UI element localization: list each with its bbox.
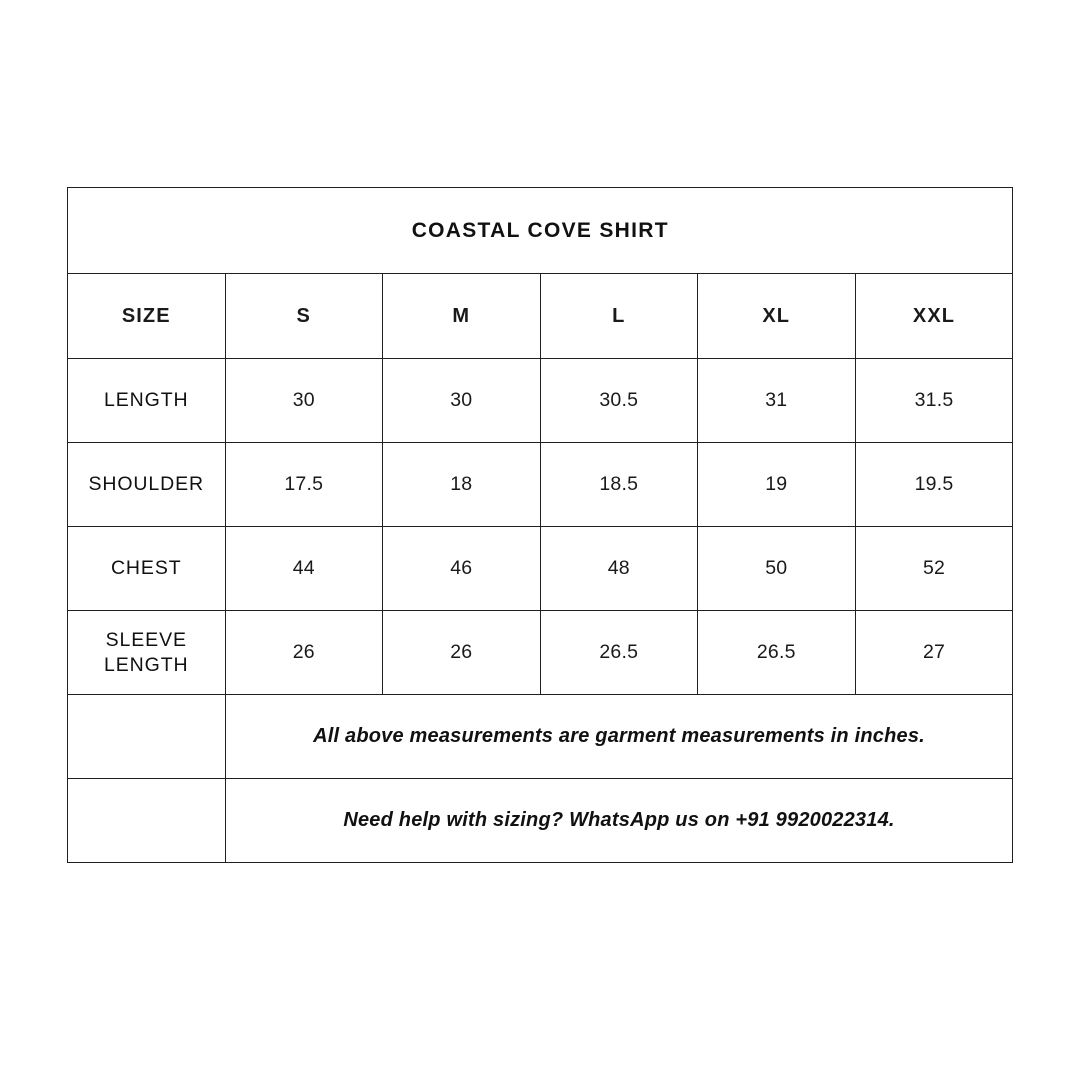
- table-row: [68, 359, 1013, 443]
- table-row: [68, 443, 1013, 527]
- cell-sleeve-s: 26: [225, 611, 383, 695]
- note-row-measurements: [68, 695, 1013, 779]
- cell-shoulder-xl: 19: [698, 443, 856, 527]
- note-row-help: [68, 779, 1013, 863]
- cell-sleeve-m: 26: [383, 611, 541, 695]
- note-row-blank-cell: [68, 695, 225, 779]
- header-cell-xxl: XXL: [855, 274, 1013, 359]
- cell-chest-s: 44: [225, 527, 383, 611]
- size-chart-table: [68, 188, 1013, 862]
- table-row: [68, 527, 1013, 611]
- header-row: [68, 274, 1013, 359]
- cell-shoulder-m: 18: [383, 443, 541, 527]
- cell-chest-l: 48: [540, 527, 698, 611]
- header-cell-m: M: [383, 274, 541, 359]
- size-chart-container: [67, 187, 1013, 863]
- cell-length-s: 30: [225, 359, 383, 443]
- row-label-length: LENGTH: [68, 359, 225, 443]
- cell-sleeve-xxl: 27: [855, 611, 1013, 695]
- cell-sleeve-l: 26.5: [540, 611, 698, 695]
- header-cell-xl: XL: [698, 274, 856, 359]
- measurements-note: All above measurements are garment measurements in inches.: [225, 695, 1013, 779]
- cell-chest-xl: 50: [698, 527, 856, 611]
- header-cell-s: S: [225, 274, 383, 359]
- cell-shoulder-s: 17.5: [225, 443, 383, 527]
- table-row: [68, 611, 1013, 695]
- row-label-shoulder: SHOULDER: [68, 443, 225, 527]
- cell-length-xxl: 31.5: [855, 359, 1013, 443]
- cell-sleeve-xl: 26.5: [698, 611, 856, 695]
- row-label-chest: CHEST: [68, 527, 225, 611]
- row-label-sleeve-length: SLEEVE LENGTH: [68, 611, 225, 695]
- cell-shoulder-l: 18.5: [540, 443, 698, 527]
- title-row: [68, 188, 1013, 274]
- cell-shoulder-xxl: 19.5: [855, 443, 1013, 527]
- cell-length-xl: 31: [698, 359, 856, 443]
- chart-title: COASTAL COVE SHIRT: [68, 188, 1013, 274]
- cell-length-l: 30.5: [540, 359, 698, 443]
- header-cell-l: L: [540, 274, 698, 359]
- header-cell-size: SIZE: [68, 274, 225, 359]
- note-row-blank-cell: [68, 779, 225, 863]
- cell-length-m: 30: [383, 359, 541, 443]
- cell-chest-m: 46: [383, 527, 541, 611]
- sizing-help-note: Need help with sizing? WhatsApp us on +91 9920022314.: [225, 779, 1013, 863]
- cell-chest-xxl: 52: [855, 527, 1013, 611]
